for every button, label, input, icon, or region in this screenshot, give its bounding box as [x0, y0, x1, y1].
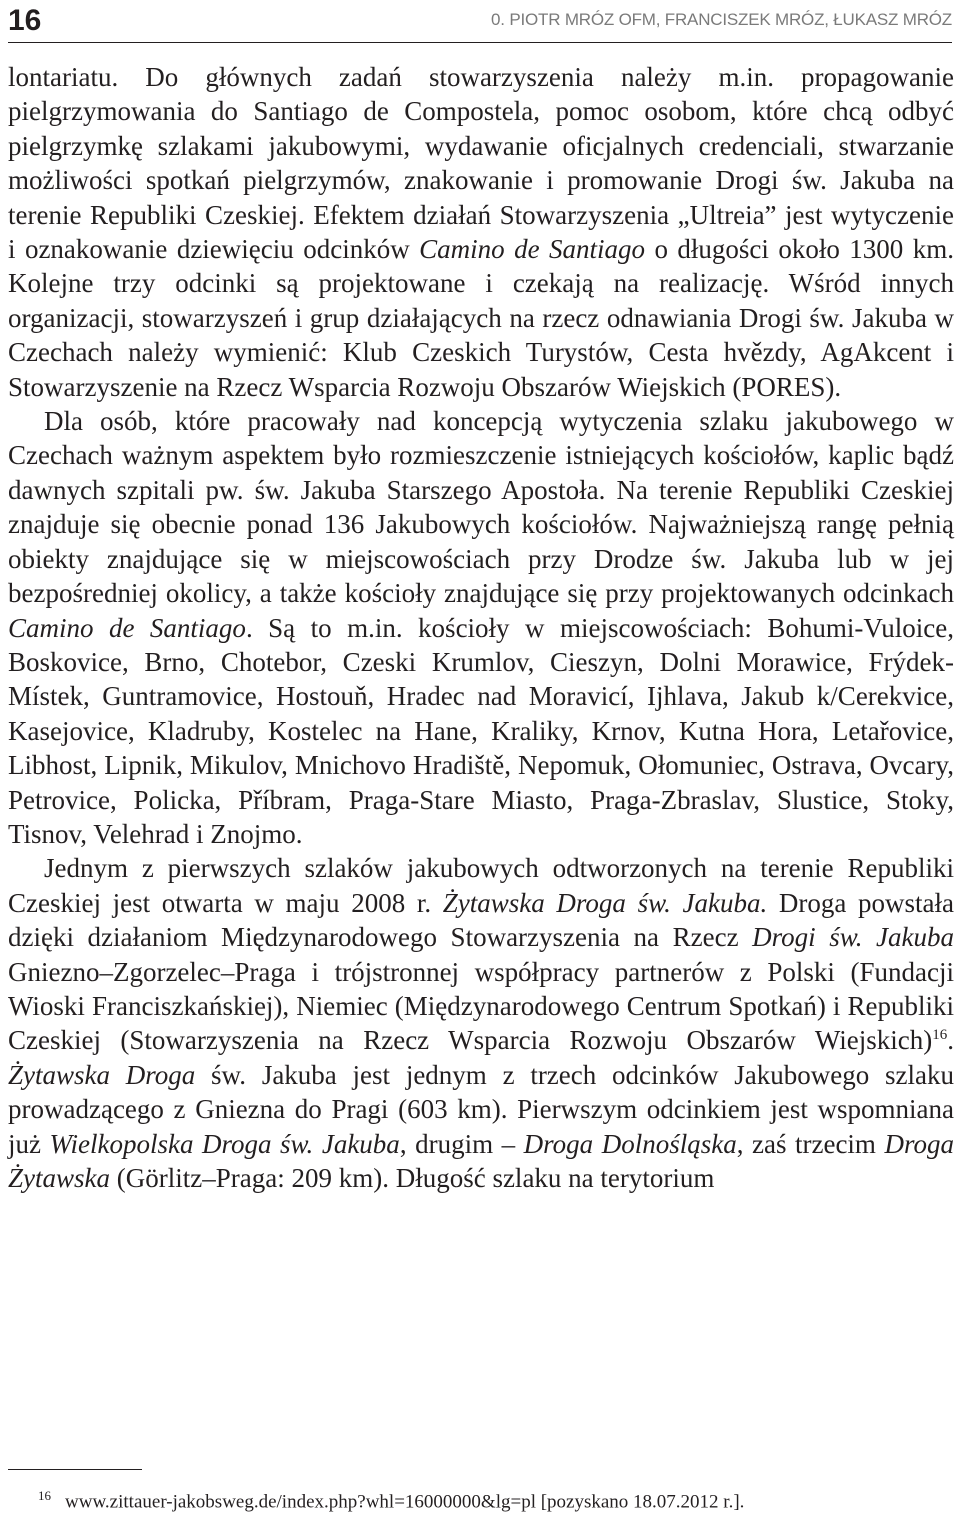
- italic-text: Camino de Santiago: [8, 612, 246, 643]
- italic-text: Camino de Santiago: [419, 234, 646, 265]
- page-number: 16: [8, 4, 42, 37]
- paragraph: [8, 60, 954, 404]
- footnote: [8, 1483, 954, 1515]
- footnote-mark: 16: [38, 1488, 51, 1503]
- footnote-rule: [8, 1469, 142, 1470]
- text-run: , zaś trzecim: [736, 1128, 885, 1159]
- text-run: .: [947, 1025, 954, 1056]
- body-text: [8, 60, 954, 1195]
- running-head: 0. PIOTR MRÓZ OFM, FRANCISZEK MRÓZ, ŁUKASZ MRÓZ: [491, 10, 952, 29]
- paragraph: [8, 851, 954, 1195]
- italic-text: Żytawska Droga św. Jakuba.: [442, 887, 768, 918]
- text-run: . Są to m.in. kościoły w miejscowościach: Bohumi-Vuloice, Boskovice, Brno, Chotebor, Czeski Krumlov, Cieszyn, Dolni Morawice, Frýdek-Místek, Guntramovice, Hostouň, Hradec nad Moravicí, Ijhlava, Jakub k/Cerekvice, Kasejovice, Kladruby, Kostelec na Hane, Kraliky, Krnov, Kutna Hora, Letařovice, Libhost, Lipnik, Mikulov, Mnichovo Hradiště, Nepomuk, Ołomuniec, Ostrava, Ovcary, Petrovice, Policka, Příbram, Praga-Stare Miasto, Praga-Zbraslav, Slustice, Stoky, Tisnov, Velehrad i Znojmo.: [8, 612, 954, 849]
- text-run: Gniezno–Zgorzelec–Praga i trójstronnej współpracy partnerów z Polski (Fundacji Wioski Franciszkańskiej), Niemiec (Międzynarodowego Centrum Spotkań) i Republiki Czeskiej (Stowarzyszenia na Rzecz Wsparcia Rozwoju Obszarów Wiejskich): [8, 956, 954, 1056]
- text-run: Jednym z pierwszych szlaków jakubowych odtworzonych na terenie Republiki Czeskiej jest otwarta w maju 2008 r.: [8, 853, 954, 918]
- page-header: [8, 0, 952, 43]
- text-run: , drugim –: [399, 1128, 524, 1159]
- text-run: o długości około 1300 km. Kolejne trzy odcinki są projektowane i czekają na realizację. Wśród innych organizacji, stowarzyszeń i grup działających na rzecz odnawiania Drogi św. Jakuba w Czechach należy wymienić: Klub Czeskich Turystów, Cesta hvězdy, AgAkcent i Stowarzyszenie na Rzecz Wsparcia Rozwoju Obszarów Wiejskich (PORES).: [8, 234, 955, 402]
- italic-text: Droga Dolnośląska: [523, 1128, 737, 1159]
- paragraph: [8, 404, 954, 851]
- italic-text: Droga Żytawska: [8, 1128, 954, 1193]
- text-run: Droga powstała dzięki działaniom Międzynarodowego Stowarzyszenia na Rzecz: [8, 887, 954, 953]
- italic-text: Drogi św. Jakuba: [752, 922, 954, 953]
- text-run: Dla osób, które pracowały nad koncepcją wytyczenia szlaku jakubowego w Czechach ważnym aspektem było rozmieszczenie istniejących kościołów, kaplic bądź dawnych szpitali pw. św. Jakuba Starszego Apostoła. Na terenie Republiki Czeskiej znajduje się obecnie ponad 136 Jakubowych kościołów. Najważniejszą rangę pełnią obiekty znajdujące się w miejscowościach przy Drodze św. Jakuba lub w jej bezpośredniej okolicy, a także kościoły znajdujące się przy projektowanych odcinkach: [8, 406, 954, 609]
- text-run: św. Jakuba jest jednym z trzech odcinków Jakubowego szlaku prowadzącego z Gniezna do Pragi (603 km). Pierwszym odcinkiem jest wspomniana już: [8, 1059, 954, 1159]
- italic-text: Wielkopolska Droga św. Jakuba: [49, 1128, 400, 1159]
- footnote-text: www.zittauer-jakobsweg.de/index.php?whl=16000000&lg=pl [pozyskano 18.07.2012 r.].: [65, 1491, 745, 1513]
- text-run: (Görlitz–Praga: 209 km). Długość szlaku na terytorium: [110, 1163, 715, 1193]
- footnote-reference: 16: [932, 1027, 948, 1044]
- italic-text: Żytawska Droga: [8, 1059, 196, 1090]
- text-run: lontariatu. Do głównych zadań stowarzyszenia należy m.in. propagowanie pielgrzymowania do Santiago de Compostela, pomoc osobom, które chcą odbyć pielgrzymkę szlakami jakubowymi, wydawanie oficjalnych credenciali, stwarzanie możliwości spotkań pielgrzymów, znakowanie i promowanie Drogi św. Jakuba na terenie Republiki Czeskiej. Efektem działań Stowarzyszenia „Ultreia” jest wytyczenie i oznakowanie dziewięciu odcinków: [8, 62, 954, 265]
